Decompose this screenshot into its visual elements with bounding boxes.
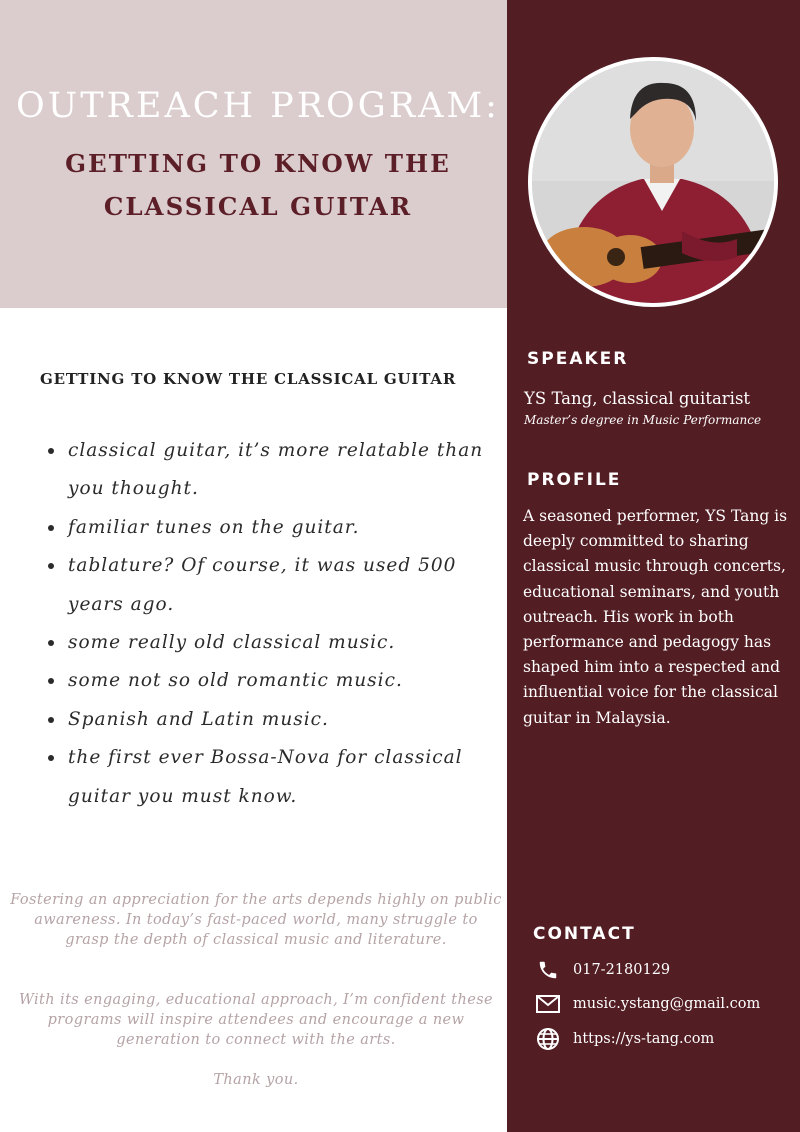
contact-email[interactable] [535, 992, 760, 1016]
list-item: tablature? Of course, it was used 500 years ago. [44, 547, 494, 624]
speaker-portrait [528, 57, 778, 307]
hero-banner [0, 0, 507, 308]
website-link: https://ys-tang.com [573, 1031, 715, 1047]
closing-thanks: Thank you. [213, 1072, 299, 1088]
phone-number: 017-2180129 [573, 962, 671, 978]
email-icon [535, 992, 561, 1016]
profile-heading: PROFILE [527, 470, 622, 490]
list-item: Spanish and Latin music. [44, 701, 494, 739]
profile-text: A seasoned performer, YS Tang is deeply committed to sharing classical music through concerts, educational seminars, and youth outreach. His work in both performance and pedagogy has shaped him into a respected and influential voice for the classical guitar in Malaysia. [523, 507, 788, 727]
program-subtitle-line2: CLASSICAL GUITAR [103, 192, 413, 221]
list-item: some really old classical music. [44, 624, 494, 662]
program-subtitle [0, 142, 516, 228]
section-title: GETTING TO KNOW THE CLASSICAL GUITAR [40, 370, 457, 388]
phone-icon [535, 958, 561, 982]
contact-website[interactable] [535, 1027, 714, 1051]
contact-phone[interactable] [535, 958, 670, 982]
speaker-degree: Master’s degree in Music Performance [524, 413, 762, 427]
list-item: classical guitar, it’s more relatable than you thought. [44, 432, 494, 509]
globe-icon [535, 1027, 561, 1051]
sidebar [507, 0, 800, 1132]
program-title: OUTREACH PROGRAM: [16, 86, 500, 126]
speaker-heading: SPEAKER [527, 349, 629, 369]
program-subtitle-line1: GETTING TO KNOW THE [65, 149, 451, 178]
email-address: music.ystang@gmail.com [573, 996, 761, 1012]
list-item: some not so old romantic music. [44, 662, 494, 700]
contact-heading: CONTACT [533, 924, 636, 944]
topic-list [44, 432, 494, 816]
list-item: familiar tunes on the guitar. [44, 509, 494, 547]
closing-paragraph-2: With its engaging, educational approach, I’m confident these programs will inspire attendees and encourage a new generation to connect with the arts. [18, 992, 494, 1048]
closing-paragraph-1: Fostering an appreciation for the arts depends highly on public awareness. In today’s fast-paced world, many struggle to grasp the depth of classical music and literature. [10, 892, 502, 948]
portrait-illustration [532, 61, 774, 303]
list-item: the first ever Bossa-Nova for classical guitar you must know. [44, 739, 494, 816]
speaker-name: YS Tang, classical guitarist [524, 389, 751, 408]
